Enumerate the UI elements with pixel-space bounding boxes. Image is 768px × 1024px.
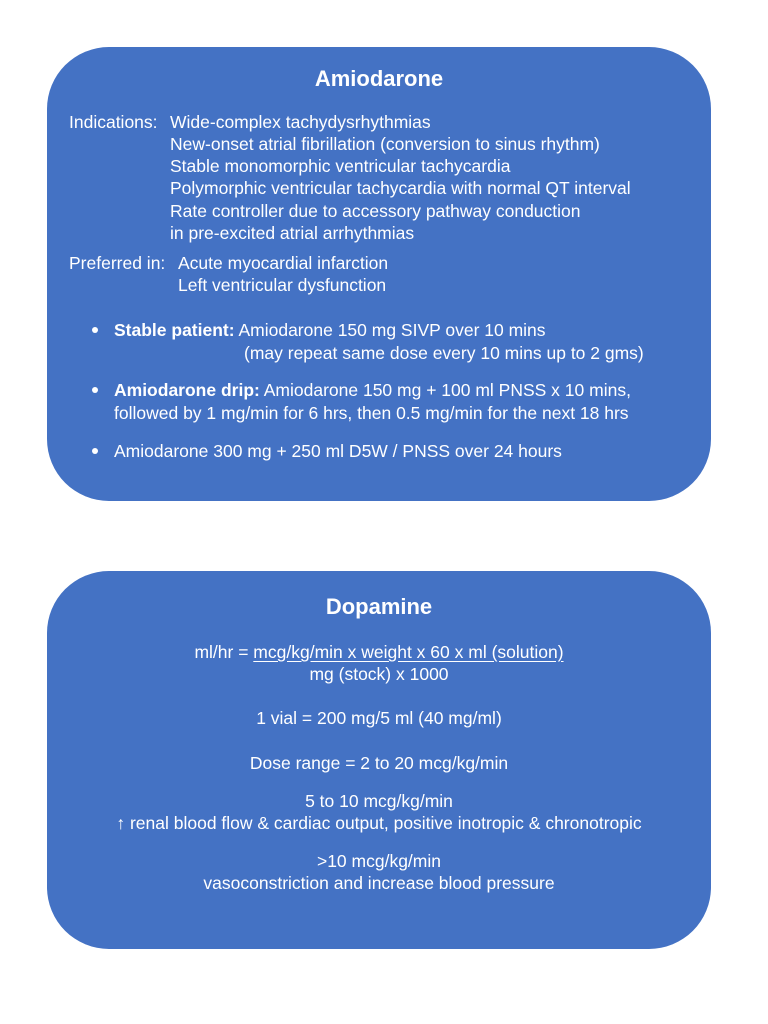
bullet-continuation: (may repeat same dose every 10 mins up to 2 gms) bbox=[244, 343, 644, 363]
dopamine-title: Dopamine bbox=[325, 594, 433, 619]
dosing-formula-numerator-line bbox=[47, 641, 711, 663]
formula-numerator: mcg/kg/min x weight x 60 x ml (solution) bbox=[253, 642, 564, 662]
formula-denominator: mg (stock) x 1000 bbox=[309, 664, 449, 684]
preferred-item: Acute myocardial infarction bbox=[178, 253, 389, 273]
indication-item: New-onset atrial fibrillation (conversion to sinus rhythm) bbox=[170, 134, 600, 154]
vial-concentration: 1 vial = 200 mg/5 ml (40 mg/ml) bbox=[256, 708, 502, 728]
dosing-bullet-drip bbox=[114, 379, 631, 401]
amiodarone-card bbox=[47, 47, 711, 501]
dose-range: Dose range = 2 to 20 mcg/kg/min bbox=[249, 753, 509, 773]
preferred-label: Preferred in: bbox=[69, 253, 166, 273]
bullet-dot bbox=[92, 448, 98, 454]
indication-item: Polymorphic ventricular tachycardia with normal QT interval bbox=[170, 178, 631, 198]
amiodarone-title: Amiodarone bbox=[314, 66, 444, 91]
bullet-bold-label: Amiodarone drip: bbox=[114, 380, 260, 400]
low-dose-effect: ↑ renal blood flow & cardiac output, positive inotropic & chronotropic bbox=[116, 813, 642, 833]
indication-item: Stable monomorphic ventricular tachycardia bbox=[170, 156, 511, 176]
indications-label: Indications: bbox=[69, 112, 158, 132]
bullet-dot bbox=[92, 387, 98, 393]
preferred-item: Left ventricular dysfunction bbox=[178, 275, 387, 295]
high-dose: >10 mcg/kg/min bbox=[316, 851, 441, 871]
dosing-bullet-stable bbox=[114, 319, 546, 341]
bullet-text: Amiodarone 150 mg SIVP over 10 mins bbox=[234, 320, 546, 340]
indication-item: Wide-complex tachydysrhythmias bbox=[170, 112, 431, 132]
dosing-bullet-infusion: Amiodarone 300 mg + 250 ml D5W / PNSS over 24 hours bbox=[114, 441, 562, 461]
bullet-dot bbox=[92, 327, 98, 333]
low-dose: 5 to 10 mcg/kg/min bbox=[305, 791, 453, 811]
bullet-continuation: followed by 1 mg/min for 6 hrs, then 0.5 mg/min for the next 18 hrs bbox=[114, 403, 629, 423]
indication-item: in pre-excited atrial arrhythmias bbox=[170, 223, 415, 243]
formula-prefix: ml/hr = bbox=[194, 642, 254, 662]
bullet-bold-label: Stable patient: bbox=[114, 320, 235, 340]
dopamine-card bbox=[47, 571, 711, 949]
indication-item: Rate controller due to accessory pathway conduction bbox=[170, 201, 581, 221]
bullet-text: Amiodarone 150 mg + 100 ml PNSS x 10 mins, bbox=[259, 380, 631, 400]
high-dose-effect: vasoconstriction and increase blood pressure bbox=[203, 873, 555, 893]
